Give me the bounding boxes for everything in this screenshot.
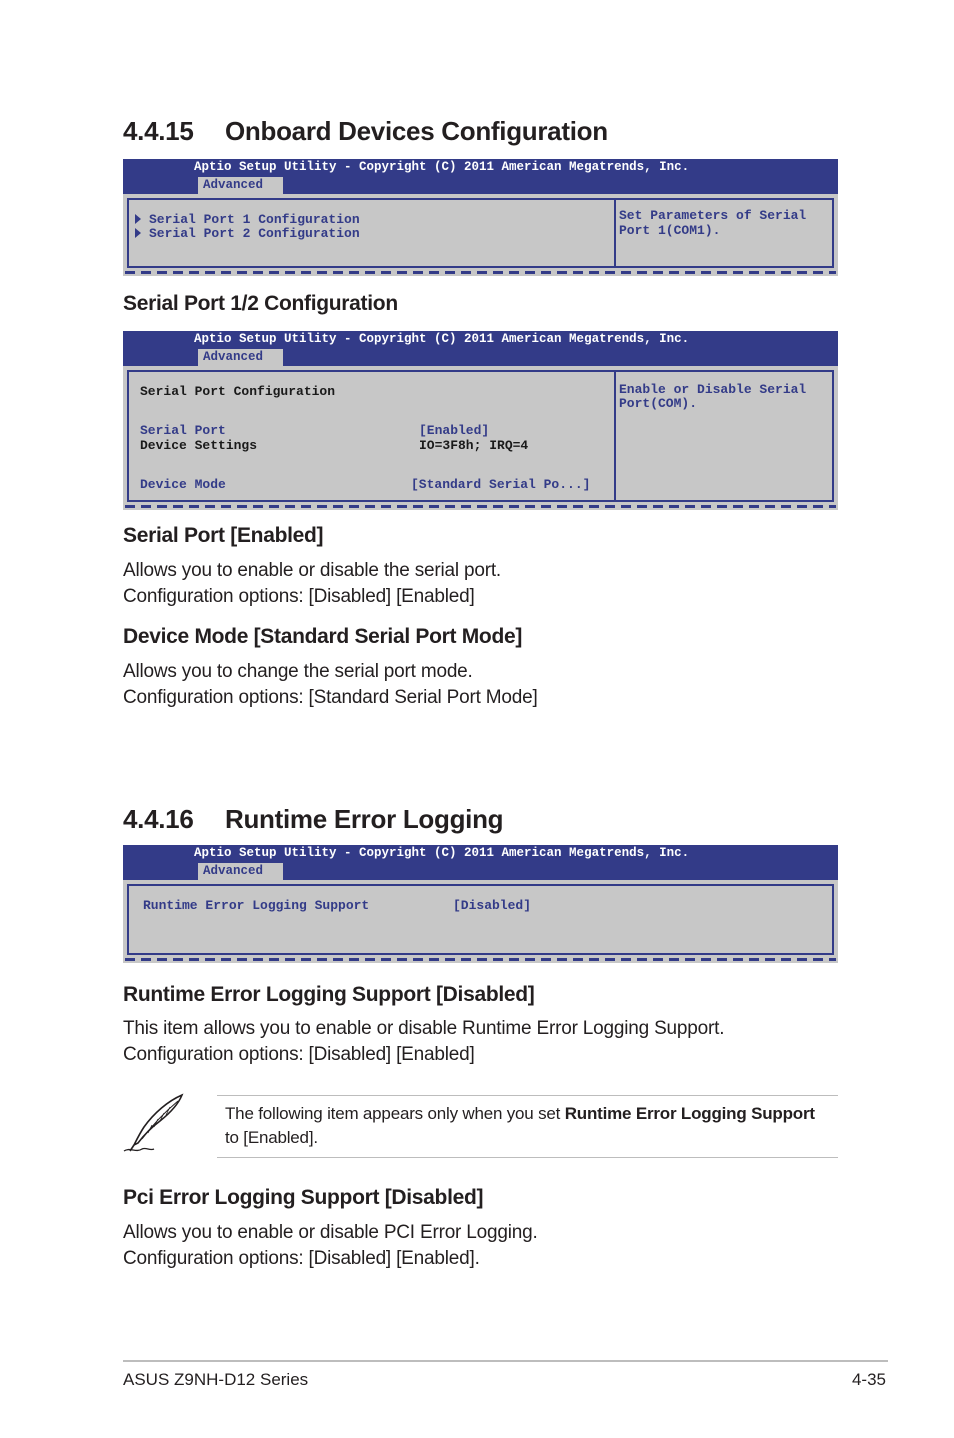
help-text-line2: Port 1(COM1). <box>619 223 721 238</box>
section-heading-4415 <box>123 116 608 147</box>
bios-divider <box>614 370 616 502</box>
heading-device-mode: Device Mode [Standard Serial Port Mode] <box>123 625 523 648</box>
runtime-logging-value[interactable]: [Disabled] <box>453 898 532 913</box>
menu-item-serial-port-2[interactable]: Serial Port 2 Configuration <box>135 226 360 241</box>
heading-runtime-support: Runtime Error Logging Support [Disabled] <box>123 983 535 1006</box>
help-text-line1: Set Parameters of Serial <box>619 208 807 223</box>
heading-pci-support: Pci Error Logging Support [Disabled] <box>123 1186 484 1209</box>
paragraph-runtime-support <box>123 1016 724 1068</box>
bios-screen-onboard-devices <box>123 159 838 276</box>
paragraph-pci-support <box>123 1220 538 1272</box>
footer-product: ASUS Z9NH-D12 Series <box>123 1370 309 1389</box>
bios-dashed-border <box>125 505 836 508</box>
bios-divider <box>614 198 616 268</box>
bios-body <box>123 366 838 510</box>
bios-dashed-border <box>125 958 836 961</box>
paragraph-line: Configuration options: [Disabled] [Enabled] <box>123 586 475 607</box>
bios-title-bar <box>123 331 838 366</box>
footer-rule <box>123 1360 888 1362</box>
bios-title: Aptio Setup Utility - Copyright (C) 2011 American Megatrends, Inc. <box>194 846 690 860</box>
section-title: Runtime Error Logging <box>225 804 504 834</box>
paragraph-line: Allows you to enable or disable PCI Error Logging. <box>123 1222 538 1243</box>
bios-body <box>123 880 838 963</box>
note-box <box>217 1095 838 1158</box>
section-heading-4416 <box>123 804 503 835</box>
submenu-arrow-icon <box>135 214 141 224</box>
bios-title-bar <box>123 845 838 880</box>
device-settings-label: Device Settings <box>140 438 258 453</box>
bios-screen-serial-config <box>123 331 838 510</box>
serial-port-label[interactable]: Serial Port <box>140 423 226 438</box>
bios-body <box>123 194 838 276</box>
bios-title: Aptio Setup Utility - Copyright (C) 2011 American Megatrends, Inc. <box>194 160 690 174</box>
device-mode-label[interactable]: Device Mode <box>140 477 226 492</box>
serial-port-value[interactable]: [Enabled] <box>419 423 490 438</box>
section-title: Onboard Devices Configuration <box>225 116 608 146</box>
paragraph-line: Configuration options: [Disabled] [Enabled] <box>123 1044 475 1065</box>
paragraph-device-mode <box>123 659 538 711</box>
submenu-arrow-icon <box>135 228 141 238</box>
paragraph-serial-port <box>123 558 501 610</box>
runtime-logging-label[interactable]: Runtime Error Logging Support <box>143 898 370 913</box>
tab-advanced[interactable]: Advanced <box>198 863 283 880</box>
paragraph-line: Configuration options: [Disabled] [Enabled]. <box>123 1248 480 1269</box>
bios-screen-runtime-error <box>123 845 838 963</box>
bios-title-bar <box>123 159 838 194</box>
menu-item-serial-port-1[interactable]: Serial Port 1 Configuration <box>135 212 360 227</box>
note-bold-term: Runtime Error Logging Support <box>564 1104 815 1123</box>
tab-advanced[interactable]: Advanced <box>198 177 283 194</box>
note-text: The following item appears only when you set Runtime Error Logging Support to [Enabled]. <box>225 1104 815 1147</box>
help-text-line1: Enable or Disable Serial <box>619 382 807 397</box>
bios-title: Aptio Setup Utility - Copyright (C) 2011 American Megatrends, Inc. <box>194 332 690 346</box>
section-number: 4.4.15 <box>123 116 194 146</box>
bios-frame <box>127 884 834 955</box>
help-text-line2: Port(COM). <box>619 396 698 411</box>
device-settings-value: IO=3F8h; IRQ=4 <box>419 438 529 453</box>
screen-title: Serial Port Configuration <box>140 384 336 399</box>
paragraph-line: Allows you to enable or disable the serial port. <box>123 560 502 581</box>
paragraph-line: This item allows you to enable or disable Runtime Error Logging Support. <box>123 1018 725 1039</box>
device-mode-value[interactable]: [Standard Serial Po...] <box>411 477 591 492</box>
paragraph-line: Configuration options: [Standard Serial Port Mode] <box>123 687 538 708</box>
heading-serial-port-enabled: Serial Port [Enabled] <box>123 524 324 547</box>
paragraph-line: Allows you to change the serial port mode. <box>123 661 473 682</box>
note-pen-icon <box>120 1093 190 1155</box>
section-number: 4.4.16 <box>123 804 194 834</box>
footer-page-number: 4-35 <box>851 1370 886 1389</box>
bios-dashed-border <box>125 271 836 274</box>
tab-advanced[interactable]: Advanced <box>198 349 283 366</box>
subsection-heading-serial-config: Serial Port 1/2 Configuration <box>123 292 398 315</box>
